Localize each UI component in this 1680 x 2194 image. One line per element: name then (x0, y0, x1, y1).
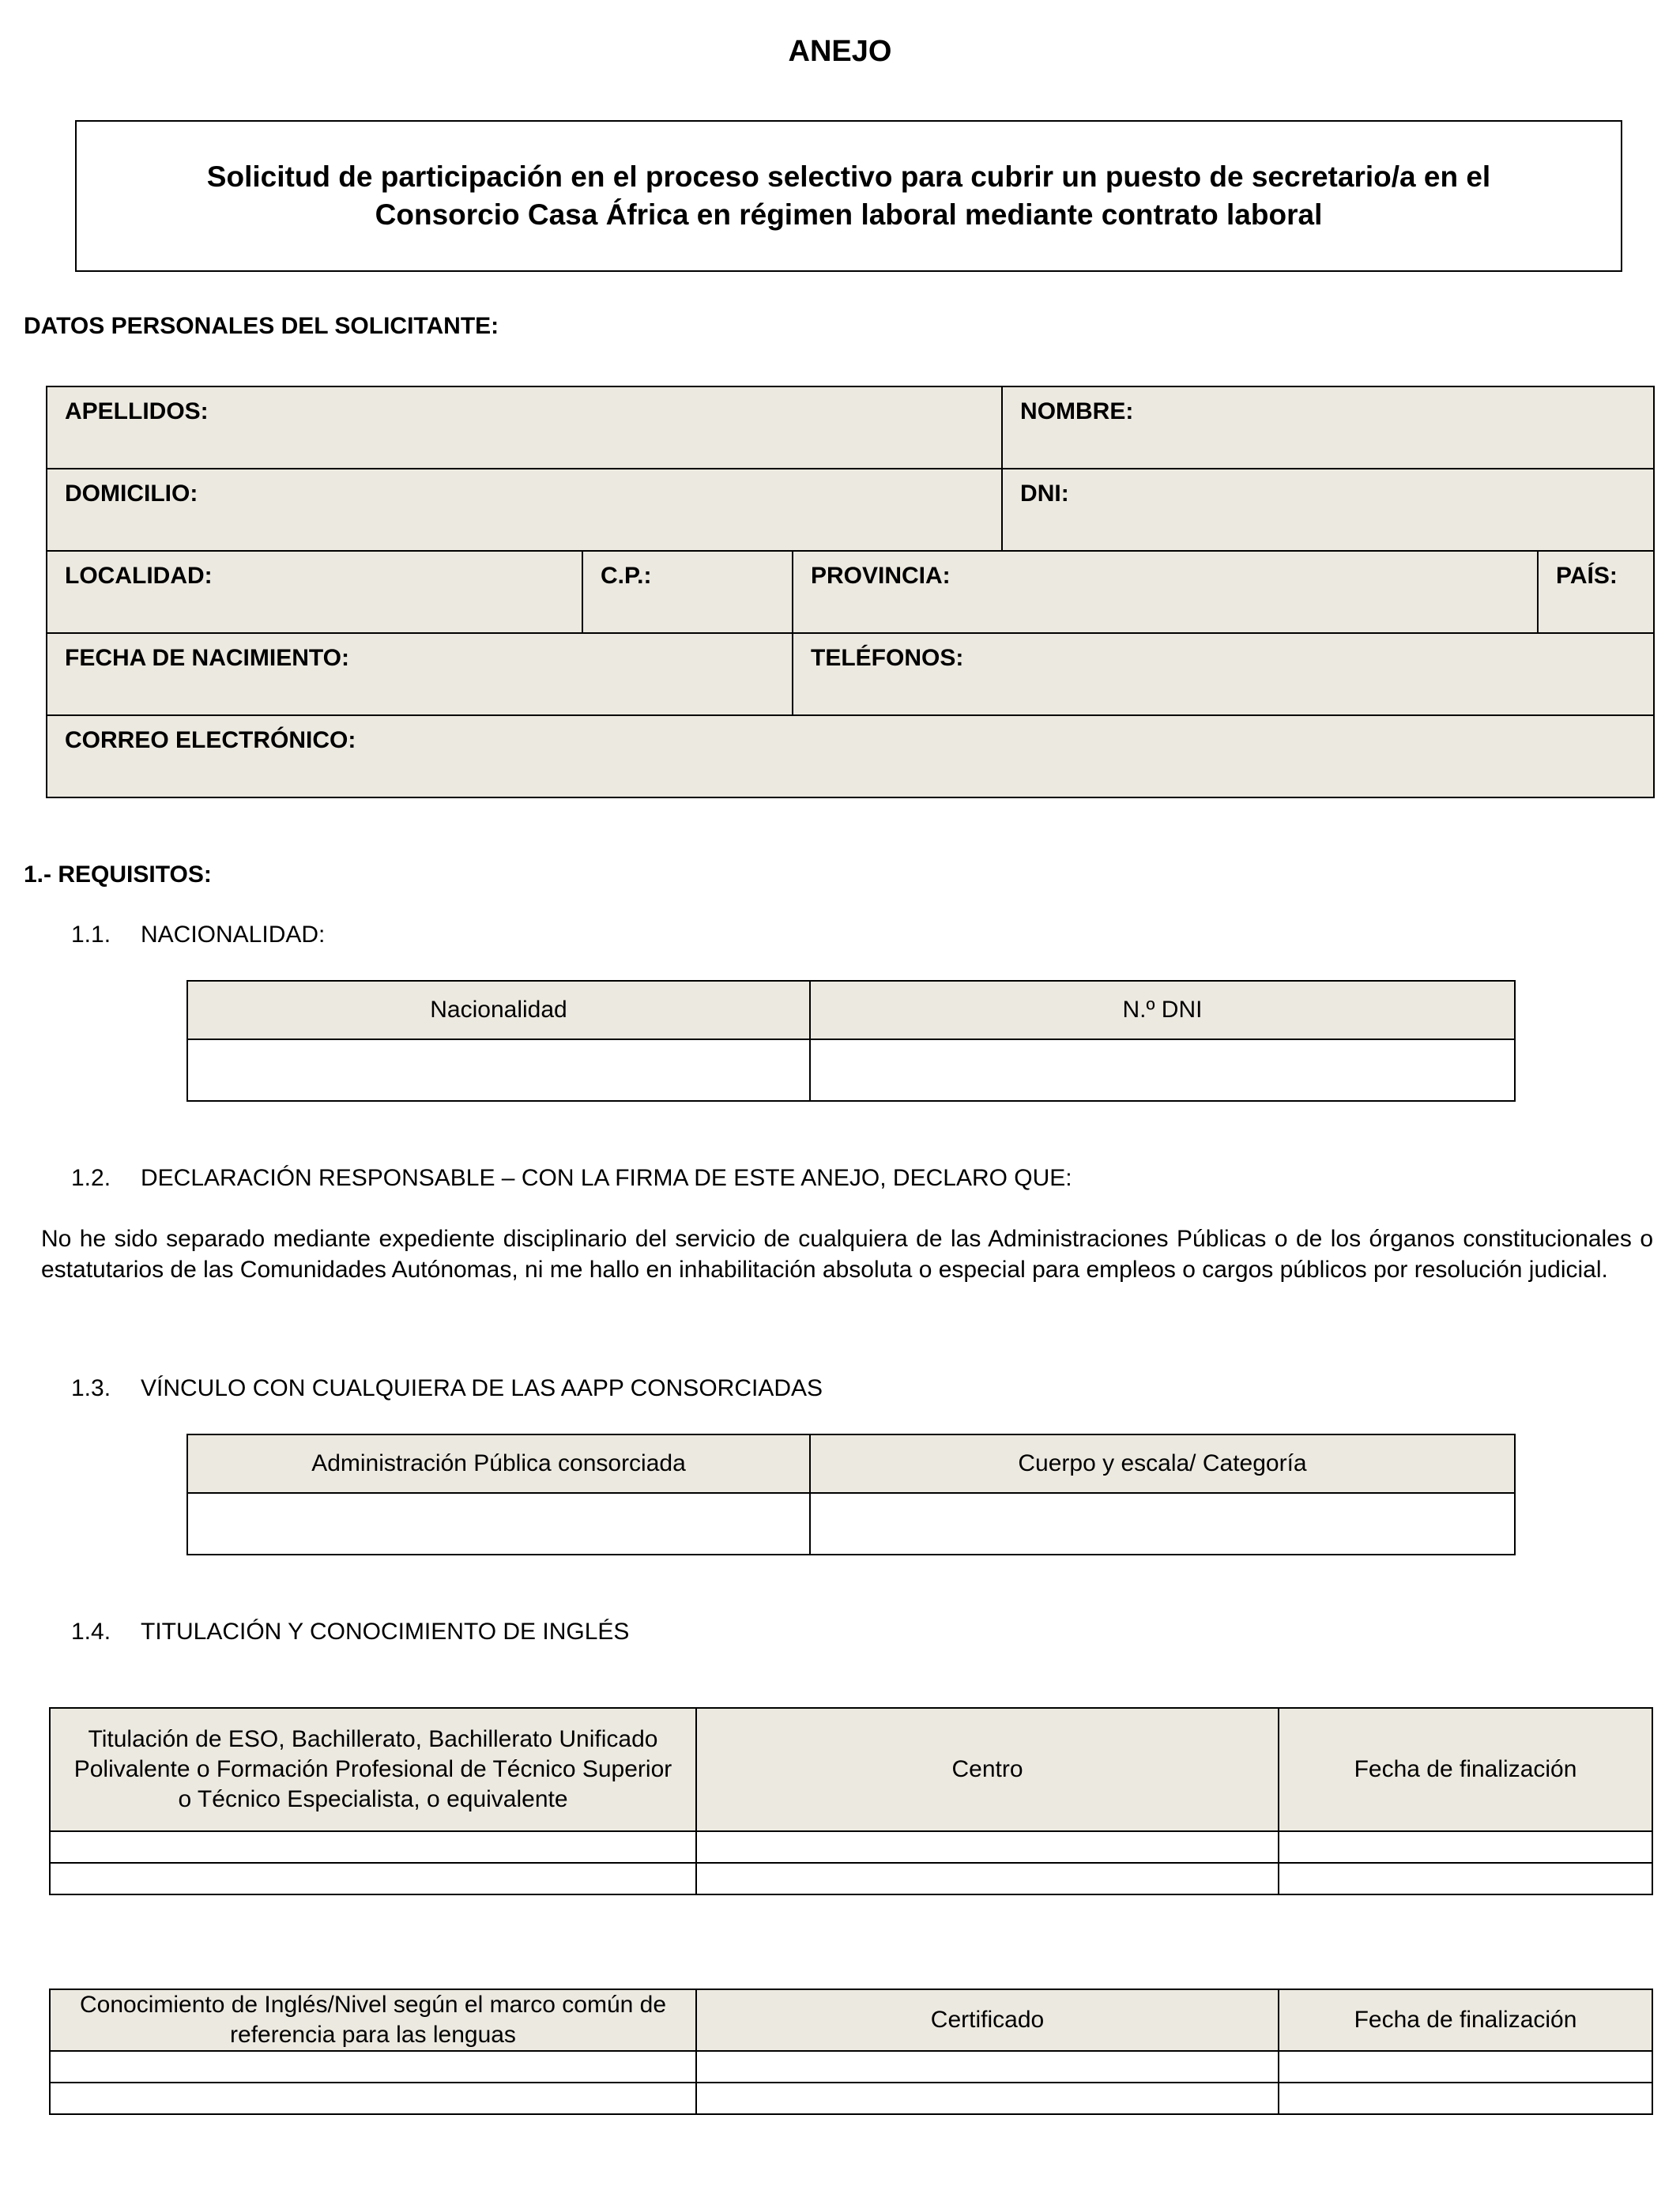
vinculo-table (186, 1434, 1516, 1555)
nacionalidad-column-header: Nacionalidad (187, 981, 810, 1039)
pais-label: PAÍS: (1556, 563, 1618, 589)
requisitos-heading: 1.- REQUISITOS: (24, 861, 212, 888)
form-title (98, 158, 1599, 234)
ingles-column-header: Conocimiento de Inglés/Nivel según el marco común de referencia para las lenguas (50, 1989, 696, 2051)
fecha-input-cell[interactable] (1279, 1831, 1652, 1863)
titulacion-table (49, 1707, 1653, 1895)
centro-input-cell[interactable] (696, 1863, 1279, 1894)
form-title-line1: Solicitud de participación en el proceso selectivo para cubrir un puesto de secretario/a en el (206, 160, 1491, 193)
titulacion-column-header: Titulación de ESO, Bachillerato, Bachillerato Unificado Polivalente o Formación Profesional de Técnico Superior o Técnico Especialista, o equivalente (50, 1708, 696, 1831)
telefonos-label: TELÉFONOS: (811, 645, 964, 671)
cuerpo-column-header: Cuerpo y escala/ Categoría (810, 1434, 1515, 1493)
declaracion-text: No he sido separado mediante expediente disciplinario del servicio de cualquiera de las Administraciones Públicas o de los órganos constitucionales o estatutarios de las Comunidades Autónomas, ni me hallo en inhabilitación absoluta o especial para empleos o cargos públicos por resolución judicial. (41, 1226, 1653, 1283)
titulacion-input-cell[interactable] (50, 1863, 696, 1894)
localidad-label: LOCALIDAD: (65, 563, 213, 589)
centro-input-cell[interactable] (696, 1831, 1279, 1863)
localidad-field[interactable] (47, 551, 582, 633)
dni-input-cell[interactable] (810, 1039, 1515, 1101)
nacionalidad-input-cell[interactable] (187, 1039, 810, 1101)
section-number: 1.4. (71, 1619, 111, 1645)
administracion-input-cell[interactable] (187, 1493, 810, 1555)
section-number: 1.3. (71, 1375, 111, 1401)
nacionalidad-heading (71, 922, 325, 948)
ingles-table (49, 1989, 1653, 2115)
form-title-line2: Consorcio Casa África en régimen laboral mediante contrato laboral (375, 198, 1323, 231)
declaracion-heading (71, 1165, 1072, 1192)
document-heading: ANEJO (788, 35, 892, 68)
section-label: NACIONALIDAD: (141, 922, 326, 948)
section-number: 1.1. (71, 922, 111, 948)
centro-column-header: Centro (696, 1708, 1279, 1831)
apellidos-label: APELLIDOS: (65, 398, 209, 424)
fecha-nacimiento-label: FECHA DE NACIMIENTO: (65, 645, 349, 671)
pais-field[interactable] (1538, 551, 1654, 633)
titulacion-input-cell[interactable] (50, 1831, 696, 1863)
certificado-input-cell[interactable] (696, 2051, 1279, 2083)
telefonos-field[interactable] (793, 633, 1654, 715)
certificado-input-cell[interactable] (696, 2083, 1279, 2114)
nacionalidad-table (186, 980, 1516, 1102)
dni-label: DNI: (1020, 481, 1069, 507)
personal-data-heading: DATOS PERSONALES DEL SOLICITANTE: (24, 313, 499, 339)
section-label: DECLARACIÓN RESPONSABLE – CON LA FIRMA DE ESTE ANEJO, DECLARO QUE: (141, 1165, 1072, 1191)
fecha-input-cell[interactable] (1279, 2083, 1652, 2114)
provincia-field[interactable] (793, 551, 1538, 633)
fecha-finalizacion-column-header: Fecha de finalización (1279, 1708, 1652, 1831)
ingles-input-cell[interactable] (50, 2051, 696, 2083)
fecha-finalizacion-column-header: Fecha de finalización (1279, 1989, 1652, 2051)
certificado-column-header: Certificado (696, 1989, 1279, 2051)
dni-field[interactable] (1002, 469, 1654, 551)
provincia-label: PROVINCIA: (811, 563, 951, 589)
domicilio-field[interactable] (47, 469, 1002, 551)
form-title-box (75, 120, 1622, 272)
cp-field[interactable] (582, 551, 793, 633)
vinculo-heading (71, 1375, 823, 1402)
correo-field[interactable] (47, 715, 1654, 797)
cuerpo-input-cell[interactable] (810, 1493, 1515, 1555)
cp-label: C.P.: (601, 563, 652, 589)
apellidos-field[interactable] (47, 386, 1002, 469)
correo-label: CORREO ELECTRÓNICO: (65, 727, 356, 753)
fecha-input-cell[interactable] (1279, 1863, 1652, 1894)
domicilio-label: DOMICILIO: (65, 481, 198, 507)
section-label: VÍNCULO CON CUALQUIERA DE LAS AAPP CONSORCIADAS (141, 1375, 823, 1401)
fecha-nacimiento-field[interactable] (47, 633, 793, 715)
titulacion-heading (71, 1619, 629, 1646)
administracion-column-header: Administración Pública consorciada (187, 1434, 810, 1493)
section-number: 1.2. (71, 1165, 111, 1191)
nombre-field[interactable] (1002, 386, 1654, 469)
section-label: TITULACIÓN Y CONOCIMIENTO DE INGLÉS (141, 1619, 630, 1645)
nombre-label: NOMBRE: (1020, 398, 1134, 424)
personal-data-table (46, 386, 1655, 798)
ingles-input-cell[interactable] (50, 2083, 696, 2114)
fecha-input-cell[interactable] (1279, 2051, 1652, 2083)
dni-column-header: N.º DNI (810, 981, 1515, 1039)
